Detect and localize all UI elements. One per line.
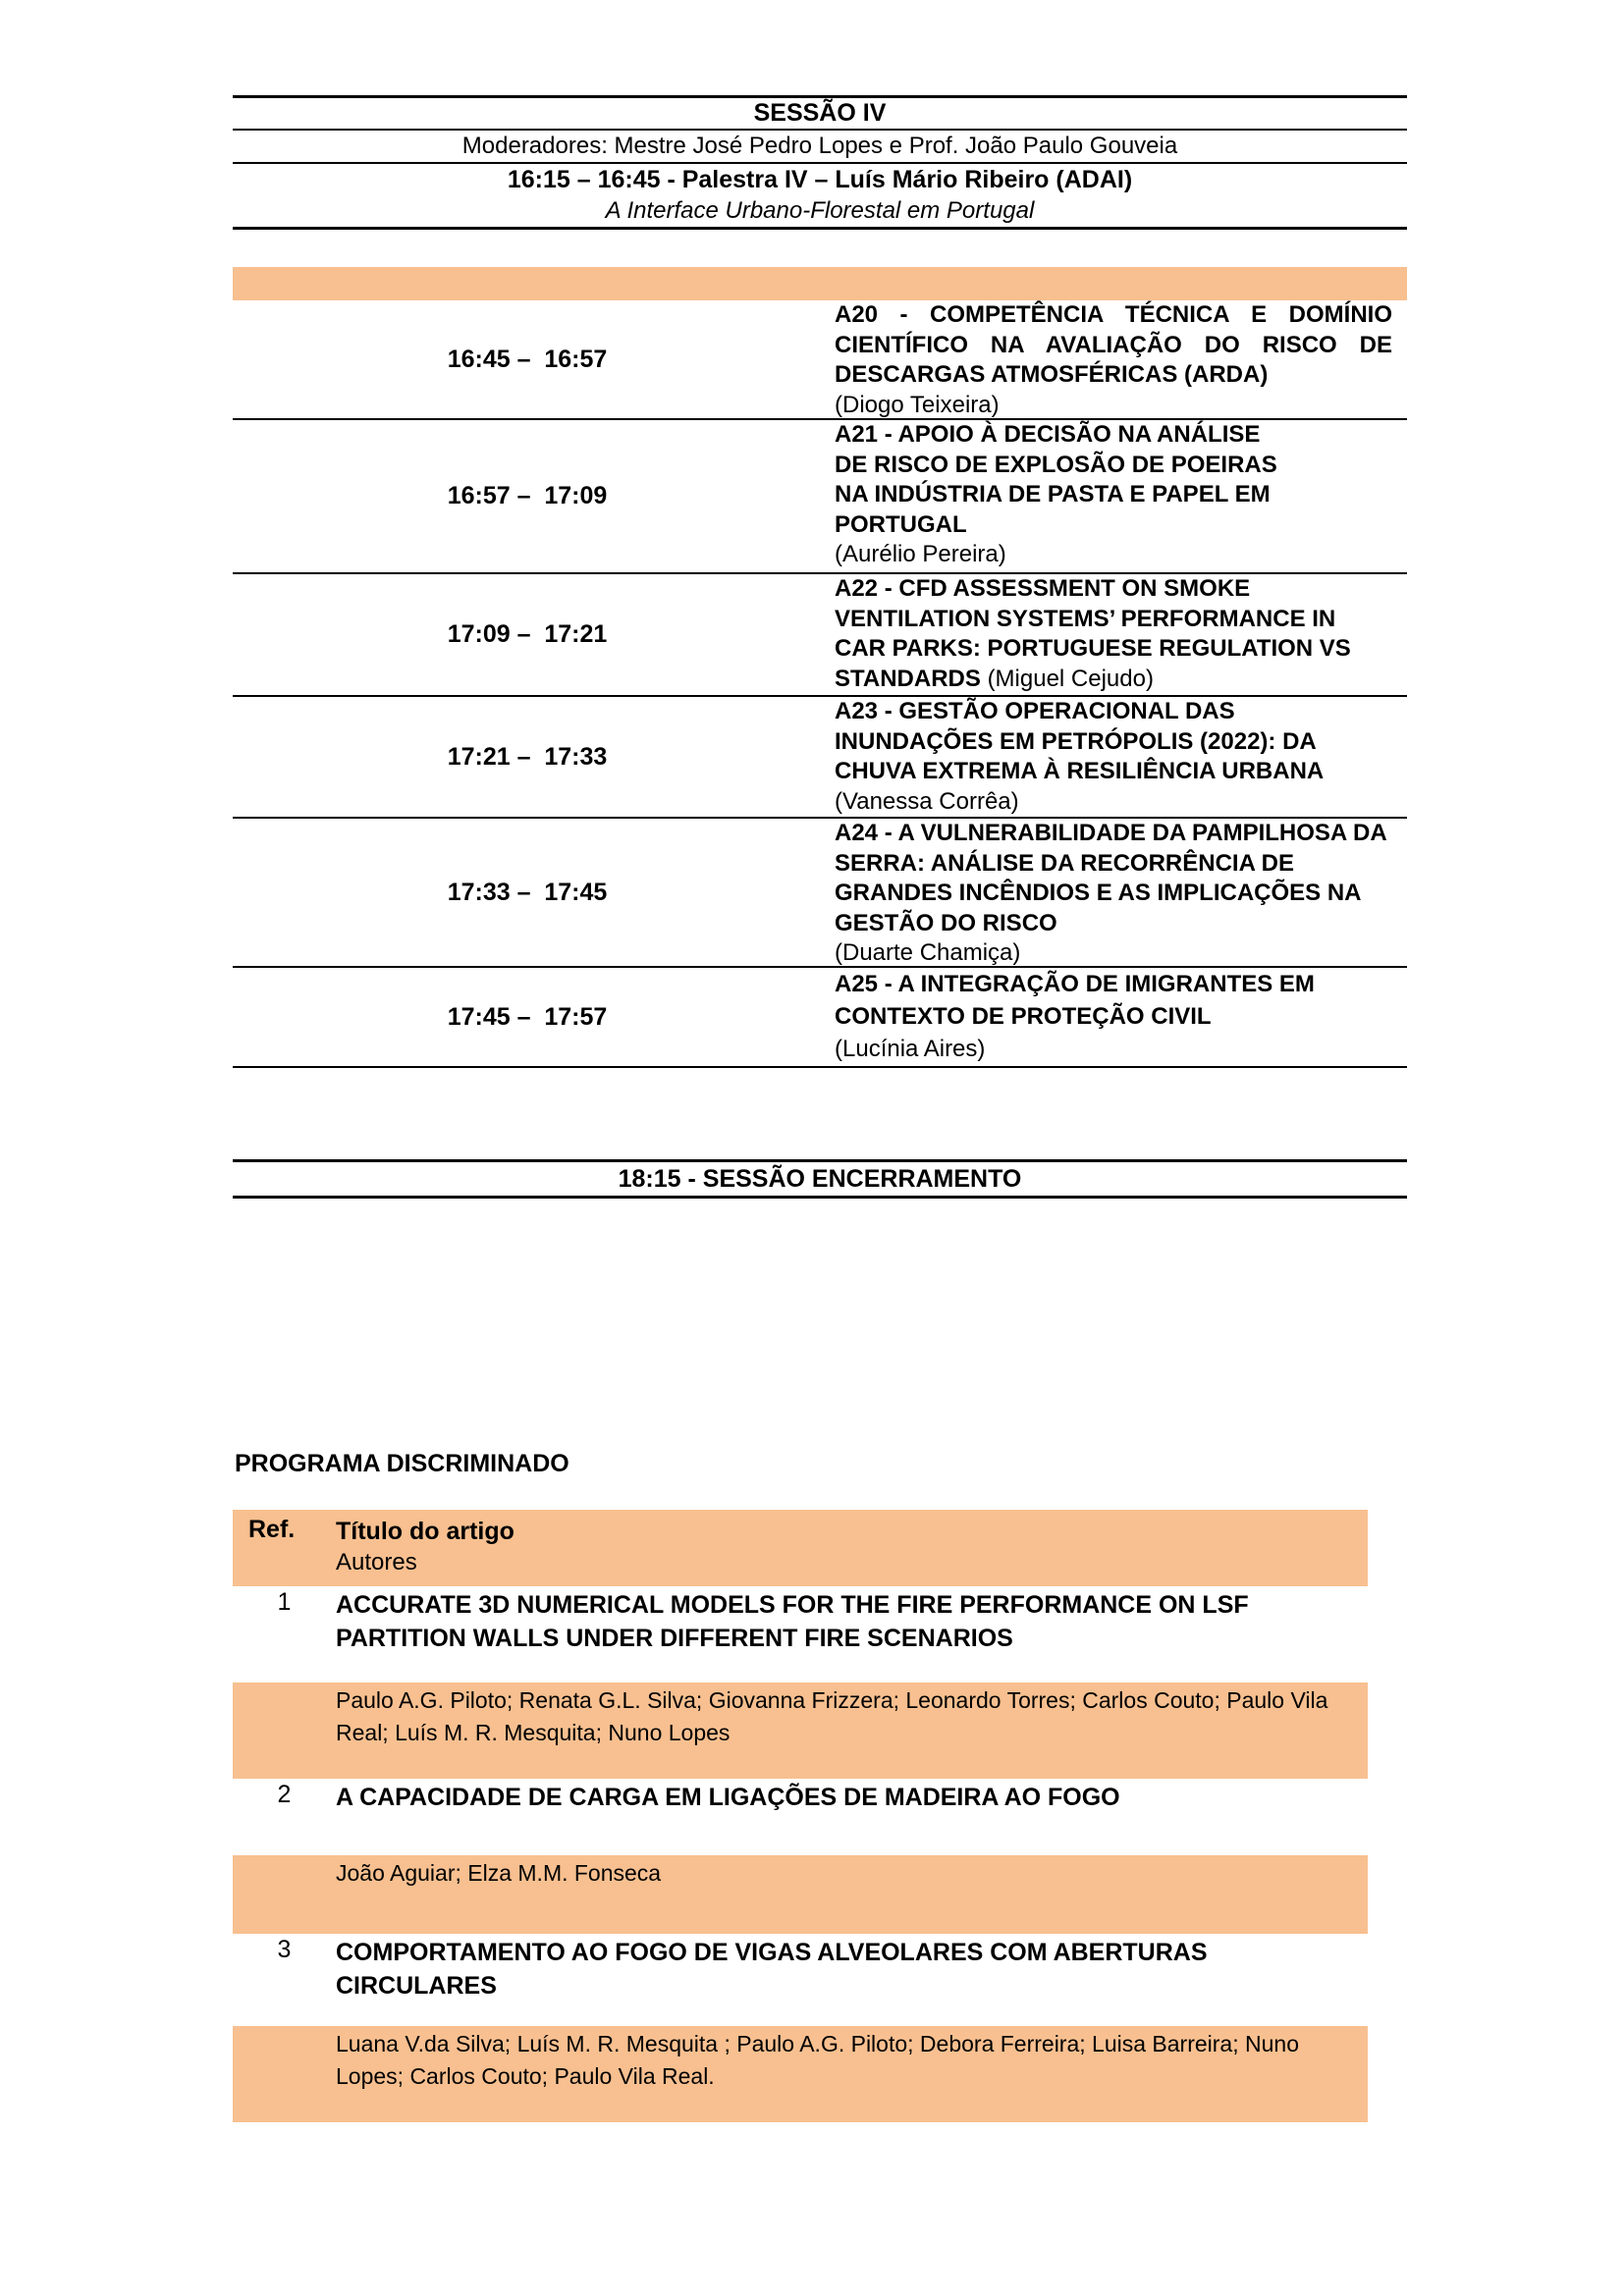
talk-author: (Vanessa Corrêa): [835, 787, 1019, 815]
empty-cell: [233, 1855, 336, 1934]
talk-author: (Lucínia Aires): [835, 1036, 986, 1062]
column-header-ref: Ref.: [248, 1516, 296, 1543]
talk-title: A21 - APOIO À DECISÃO NA ANÁLISE DE RISCO DE EXPLOSÃO DE POEIRAS NA INDÚSTRIA DE PASTA E PAPEL EM PORTUGAL: [835, 421, 1277, 538]
session-iv-header: [233, 95, 1407, 230]
programa-table-header: [233, 1510, 1368, 1586]
article-title-row: [233, 1934, 1368, 2026]
talk-author: (Diogo Teixeira): [835, 391, 1000, 418]
header-authors-label: Autores: [336, 1549, 417, 1575]
talk-title: A20 - COMPETÊNCIA TÉCNICA E DOMÍNIO CIENTÍFICO NA AVALIAÇÃO DO RISCO DE DESCARGAS ATMOSFÉRICAS (ARDA): [835, 301, 1392, 388]
rule: [233, 227, 1407, 230]
talk-info: [822, 968, 1407, 1066]
article-authors-row: [233, 1682, 1368, 1779]
article-title: A CAPACIDADE DE CARGA EM LIGAÇÕES DE MADEIRA AO FOGO: [336, 1784, 1120, 1811]
talk-title: A22 - CFD ASSESSMENT ON SMOKE VENTILATION SYSTEMS’ PERFORMANCE IN CAR PARKS: PORTUGUESE REGULATION VS STANDARDS: [835, 575, 1351, 692]
talk-info: [822, 819, 1407, 966]
header-title-label: Título do artigo: [336, 1518, 514, 1545]
talk-time: 17:45 – 17:57: [447, 1002, 608, 1031]
empty-cell: [233, 1682, 336, 1779]
article-authors: João Aguiar; Elza M.M. Fonseca: [336, 1860, 662, 1886]
schedule-row: [233, 819, 1407, 968]
keynote-subtitle: A Interface Urbano-Florestal em Portugal: [605, 197, 1035, 224]
talk-info: [822, 574, 1407, 695]
rule: [233, 1196, 1407, 1199]
table-header-band: [233, 267, 1407, 300]
article-title: COMPORTAMENTO AO FOGO DE VIGAS ALVEOLARES COM ABERTURAS CIRCULARES: [336, 1939, 1208, 2000]
empty-cell: [233, 2026, 336, 2122]
talk-author: (Duarte Chamiça): [835, 939, 1021, 966]
talk-title: A25 - A INTEGRAÇÃO DE IMIGRANTES EM CONTEXTO DE PROTEÇÃO CIVIL: [835, 971, 1315, 1030]
talk-title: A24 - A VULNERABILIDADE DA PAMPILHOSA DA SERRA: ANÁLISE DA RECORRÊNCIA DE GRANDES INCÊNDIOS E AS IMPLICAÇÕES NA GESTÃO DO RISCO: [835, 820, 1386, 936]
schedule-row: [233, 300, 1407, 420]
talk-info-text: [835, 574, 1392, 694]
article-title-row: [233, 1779, 1368, 1855]
article-authors-row: [233, 2026, 1368, 2122]
session-moderators: Moderadores: Mestre José Pedro Lopes e Prof. João Paulo Gouveia: [461, 133, 1178, 159]
talk-author: (Aurélio Pereira): [835, 541, 1006, 567]
talk-time: 17:33 – 17:45: [447, 878, 608, 906]
schedule-row: [233, 574, 1407, 697]
article-title-row: [233, 1586, 1368, 1682]
session-schedule-table: [233, 267, 1407, 1068]
talk-time: 16:45 – 16:57: [447, 345, 608, 373]
article-authors-row: [233, 1855, 1368, 1934]
talk-info: [822, 300, 1407, 418]
article-ref: 1: [277, 1588, 292, 1616]
article-authors: Luana V.da Silva; Luís M. R. Mesquita ; Paulo A.G. Piloto; Debora Ferreira; Luisa Barreira; Nuno Lopes; Carlos Couto; Paulo Vila Real.: [336, 2031, 1299, 2089]
schedule-row: [233, 697, 1407, 819]
article-ref: 2: [277, 1781, 292, 1808]
schedule-row: [233, 420, 1407, 574]
article-ref: 3: [277, 1936, 292, 1963]
talk-time: 17:21 – 17:33: [447, 742, 608, 771]
talk-author: (Miguel Cejudo): [987, 665, 1154, 692]
closing-session-label: 18:15 - SESSÃO ENCERRAMENTO: [618, 1165, 1022, 1193]
talk-info: [822, 420, 1407, 572]
programa-heading: PROGRAMA DISCRIMINADO: [235, 1450, 569, 1477]
talk-info: [822, 697, 1407, 817]
column-header-title: [336, 1510, 1368, 1586]
closing-session: [233, 1159, 1407, 1199]
keynote-heading: 16:15 – 16:45 - Palestra IV – Luís Mário Ribeiro (ADAI): [507, 166, 1133, 193]
article-authors: Paulo A.G. Piloto; Renata G.L. Silva; Giovanna Frizzera; Leonardo Torres; Carlos Couto; Paulo Vila Real; Luís M. R. Mesquita; Nuno Lopes: [336, 1687, 1328, 1745]
talk-time: 16:57 – 17:09: [447, 482, 608, 509]
article-title: ACCURATE 3D NUMERICAL MODELS FOR THE FIRE PERFORMANCE ON LSF PARTITION WALLS UNDER DIFFERENT FIRE SCENARIOS: [336, 1591, 1249, 1652]
programa-table: [233, 1510, 1368, 2122]
talk-time: 17:09 – 17:21: [447, 620, 608, 648]
schedule-row: [233, 968, 1407, 1068]
session-title: SESSÃO IV: [753, 99, 887, 127]
talk-title: A23 - GESTÃO OPERACIONAL DAS INUNDAÇÕES EM PETRÓPOLIS (2022): DA CHUVA EXTREMA À RESILIÊNCIA URBANA: [835, 698, 1325, 784]
